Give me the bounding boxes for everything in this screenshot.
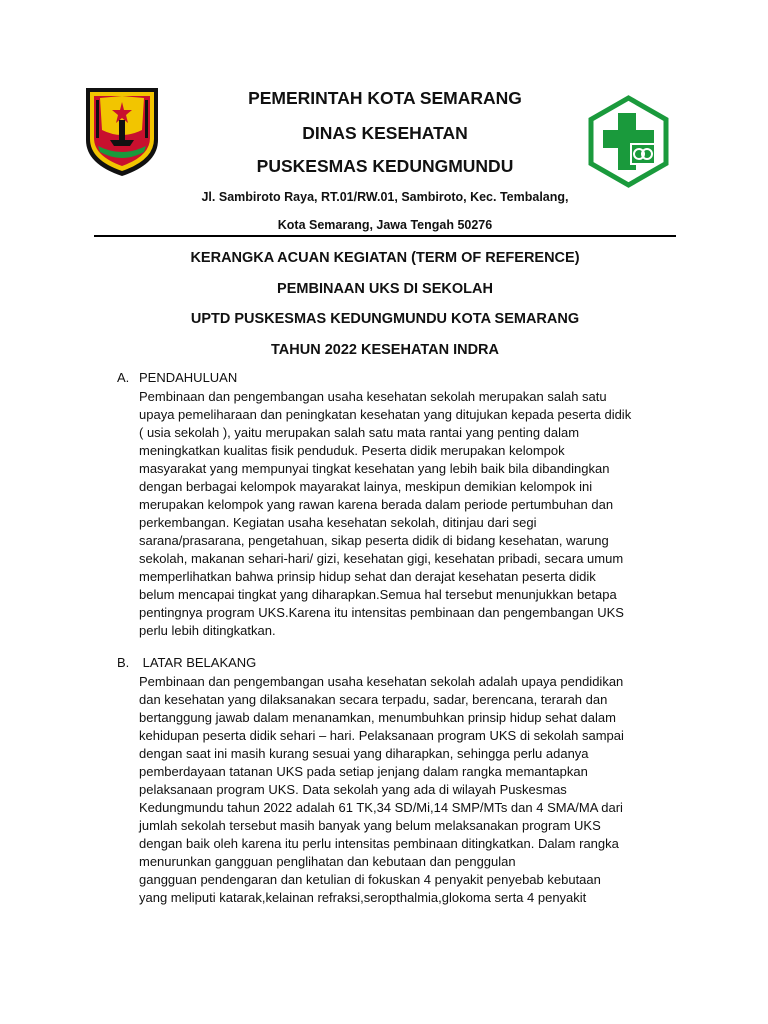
paragraph-line: pelaksanaan program UKS. Data sekolah yang ada di wilayah Puskesmas (139, 782, 567, 797)
paragraph-line: perkembangan. Kegiatan usaha kesehatan sekolah, ditinjau dari segi (139, 515, 537, 530)
paragraph-line: kehidupan peserta didik sehari – hari. Pelaksanaan program UKS di sekolah sampai (139, 728, 624, 743)
org-name-department: DINAS KESEHATAN (302, 123, 468, 143)
paragraph-line: belum mencapai tingkat yang diharapkan.Semua hal tersebut menunjukkan betapa (139, 587, 617, 602)
paragraph-line: gangguan pendengaran dan ketulian di fokuskan 4 penyakit penyebab kebutaan (139, 872, 601, 887)
paragraph-line: perlu lebih ditingkatkan. (139, 623, 276, 638)
section-heading-latar-belakang (117, 655, 256, 670)
paragraph-line: sekolah, makanan sehari-hari/ gizi, kesehatan gigi, kesehatan pribadi, secara umum (139, 551, 624, 566)
paragraph-line: Kedungmundu tahun 2022 adalah 61 TK,34 SD/Mi,14 SMP/MTs dan 4 SMA/MA dari (139, 800, 623, 815)
address-line-2: Kota Semarang, Jawa Tengah 50276 (277, 218, 493, 232)
org-name-puskesmas: PUSKESMAS KEDUNGMUNDU (256, 156, 514, 176)
paragraph-line: masyarakat yang mempunyai tingkat kesehatan yang lebih baik bila dibandingkan (139, 461, 610, 476)
doc-title-line-4: TAHUN 2022 KESEHATAN INDRA (271, 342, 499, 358)
paragraph-line: dengan saat ini masih kurang sesuai yang diharapkan, sehingga perlu adanya (139, 746, 589, 761)
paragraph-line: upaya pemeliharaan dan peningkatan kesehatan yang ditujukan kepada peserta didik (139, 407, 632, 422)
paragraph-line: Pembinaan dan pengembangan usaha kesehatan sekolah merupakan salah satu (139, 389, 607, 404)
doc-title-line-2: PEMBINAAN UKS DI SEKOLAH (277, 281, 493, 297)
paragraph-line: dengan baik oleh karena itu perlu intensitas pembinaan ditingkatkan. Dalam rangka (139, 836, 619, 851)
section-body-latar-belakang (139, 673, 684, 907)
paragraph-line: Pembinaan dan pengembangan usaha kesehatan sekolah adalah upaya pendidikan (139, 674, 624, 689)
address-line-1: Jl. Sambiroto Raya, RT.01/RW.01, Sambiroto, Kec. Tembalang, (201, 190, 569, 204)
paragraph-line: dengan berbagai kelompok mayarakat lainya, meskipun demikian kelompok ini (139, 479, 593, 494)
doc-title-line-3: UPTD PUSKESMAS KEDUNGMUNDU KOTA SEMARANG (190, 311, 580, 327)
org-name-government: PEMERINTAH KOTA SEMARANG (248, 88, 522, 108)
section-heading-pendahuluan (117, 370, 237, 385)
paragraph-line: merupakan kelompok yang rawan karena berada dalam periode pertumbuhan dan (139, 497, 614, 512)
paragraph-line: meningkatkan kualitas fisik penduduk. Peserta didik merupakan kelompok (139, 443, 565, 458)
section-number: B. (117, 655, 130, 670)
paragraph-line: menurunkan gangguan penglihatan dan kebutaan dan penggulan (139, 854, 516, 869)
header-divider (94, 235, 676, 237)
doc-title-line-1: KERANGKA ACUAN KEGIATAN (TERM OF REFERENCE) (190, 250, 580, 266)
paragraph-line: pemberdayaan tatanan UKS pada setiap jenjang dalam rangka memantapkan (139, 764, 588, 779)
paragraph-line: ( usia sekolah ), yaitu merupakan salah satu mata rantai yang penting dalam (139, 425, 580, 440)
puskesmas-logo-icon (582, 95, 675, 188)
paragraph-line: jumlah sekolah tersebut masih banyak yang belum melaksanakan program UKS (139, 818, 601, 833)
paragraph-line: bertanggung jawab dalam menanamkan, menumbuhkan prinsip hidup sehat dalam (139, 710, 616, 725)
section-number: A. (117, 370, 130, 385)
paragraph-line: yang meliputi katarak,kelainan refraksi,seropthalmia,glokoma serta 4 penyakit (139, 890, 587, 905)
section-title: PENDAHULUAN (139, 370, 238, 385)
paragraph-line: sarana/prasarana, pengetahuan, sikap peserta didik di bidang kesehatan, warung (139, 533, 609, 548)
paragraph-line: dan kesehatan yang dilaksanakan secara terpadu, sadar, berencana, terarah dan (139, 692, 608, 707)
paragraph-line: memperlihatkan bahwa prinsip hidup sehat dan derajat kesehatan peserta didik (139, 569, 596, 584)
section-body-pendahuluan (139, 388, 684, 640)
paragraph-line: pentingnya program UKS.Karena itu intensitas pembinaan dan pengembangan UKS (139, 605, 624, 620)
section-title: LATAR BELAKANG (139, 655, 257, 670)
